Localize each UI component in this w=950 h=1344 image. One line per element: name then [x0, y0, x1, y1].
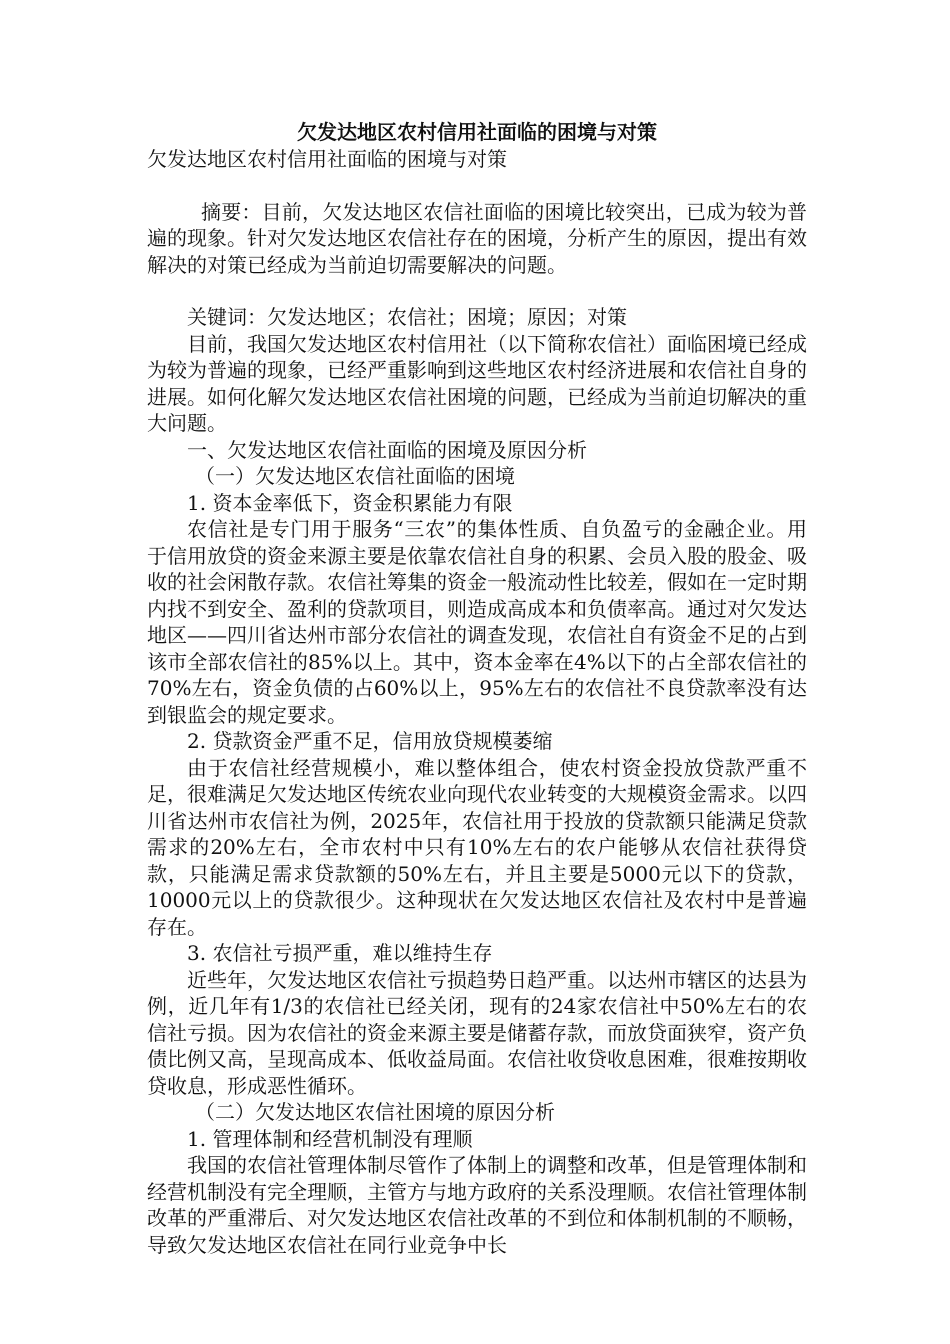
item-heading-3: 3. 农信社亏损严重，难以维持生存	[187, 941, 493, 965]
abstract-paragraph: 摘要：目前，欠发达地区农信社面临的困境比较突出，已成为较为普遍的现象。针对欠发达地区农信社存在的困境，分析产生的原因，提出有效解决的对策已经成为当前迫切需要解决的问题。	[147, 199, 807, 277]
keywords-line: 关键词：欠发达地区；农信社；困境；原因；对策	[187, 305, 627, 329]
item-heading-2: 2. 贷款资金严重不足，信用放贷规模萎缩	[187, 729, 553, 753]
item-paragraph-1: 农信社是专门用于服务“三农”的集体性质、自负盈亏的金融企业。用于信用放贷的资金来源主要是依靠农信社自身的积累、会员入股的股金、吸收的社会闲散存款。农信社筹集的资金一般流动性比较差，假如在一定时期内找不到安全、盈利的贷款项目，则造成高成本和负债率高。通过对欠发达地区——四川省达州市部分农信社的调查发现，农信社自有资金不足的占到该市全部农信社的85%以上。其中，资本金率在4%以下的占全部农信社的70%左右，资金负债的占60%以上，95%左右的农信社不良贷款率没有达到银监会的规定要求。	[147, 517, 807, 727]
subsection-heading-2: （二）欠发达地区农信社困境的原因分析	[195, 1100, 555, 1124]
item-paragraph-4: 我国的农信社管理体制尽管作了体制上的调整和改革，但是管理体制和经营机制没有完全理顺，主管方与地方政府的关系没理顺。农信社管理体制改革的严重滞后、对欠发达地区农信社改革的不到位和体制机制的不顺畅，导致欠发达地区农信社在同行业竞争中长	[147, 1153, 807, 1257]
document-title: 欠发达地区农村信用社面临的困境与对策	[297, 120, 657, 144]
item-heading-4: 1. 管理体制和经营机制没有理顺	[187, 1126, 473, 1151]
item-paragraph-3: 近些年，欠发达地区农信社亏损趋势日趋严重。以达州市辖区的达县为例，近几年有1/3的农信社已经关闭，现有的24家农信社中50%左右的农信社亏损。因为农信社的资金来源主要是储蓄存款，而放贷面狭窄，资产负债比例又高，呈现高成本、低收益局面。农信社收贷收息困难，很难按期收贷收息，形成恶性循环。	[147, 967, 807, 1098]
subsection-heading-1: （一）欠发达地区农信社面临的困境	[195, 464, 515, 488]
item-heading-1: 1. 资本金率低下，资金积累能力有限	[187, 490, 513, 515]
spacer	[147, 173, 807, 199]
item-paragraph-2: 由于农信社经营规模小，难以整体组合，使农村资金投放贷款严重不足，很难满足欠发达地区传统农业向现代农业转变的大规模资金需求。以四川省达州市农信社为例，2025年，农信社用于投放的贷款额只能满足贷款需求的20%左右，全市农村中只有10%左右的农户能够从农信社获得贷款，只能满足需求贷款额的50%左右，并且主要是5000元以下的贷款，10000元以上的贷款很少。这种现状在欠发达地区农信社及农村中是普遍存在。	[147, 755, 807, 939]
intro-paragraph: 目前，我国欠发达地区农村信用社（以下简称农信社）面临困境已经成为较为普遍的现象，已经严重影响到这些地区农村经济进展和农信社自身的进展。如何化解欠发达地区农信社困境的问题，已经成为当前迫切解决的重大问题。	[147, 331, 807, 435]
document-body	[147, 118, 807, 1258]
spacer	[147, 278, 807, 304]
section-heading-1: 一、欠发达地区农信社面临的困境及原因分析	[187, 437, 587, 462]
document-subtitle: 欠发达地区农村信用社面临的困境与对策	[147, 147, 507, 171]
